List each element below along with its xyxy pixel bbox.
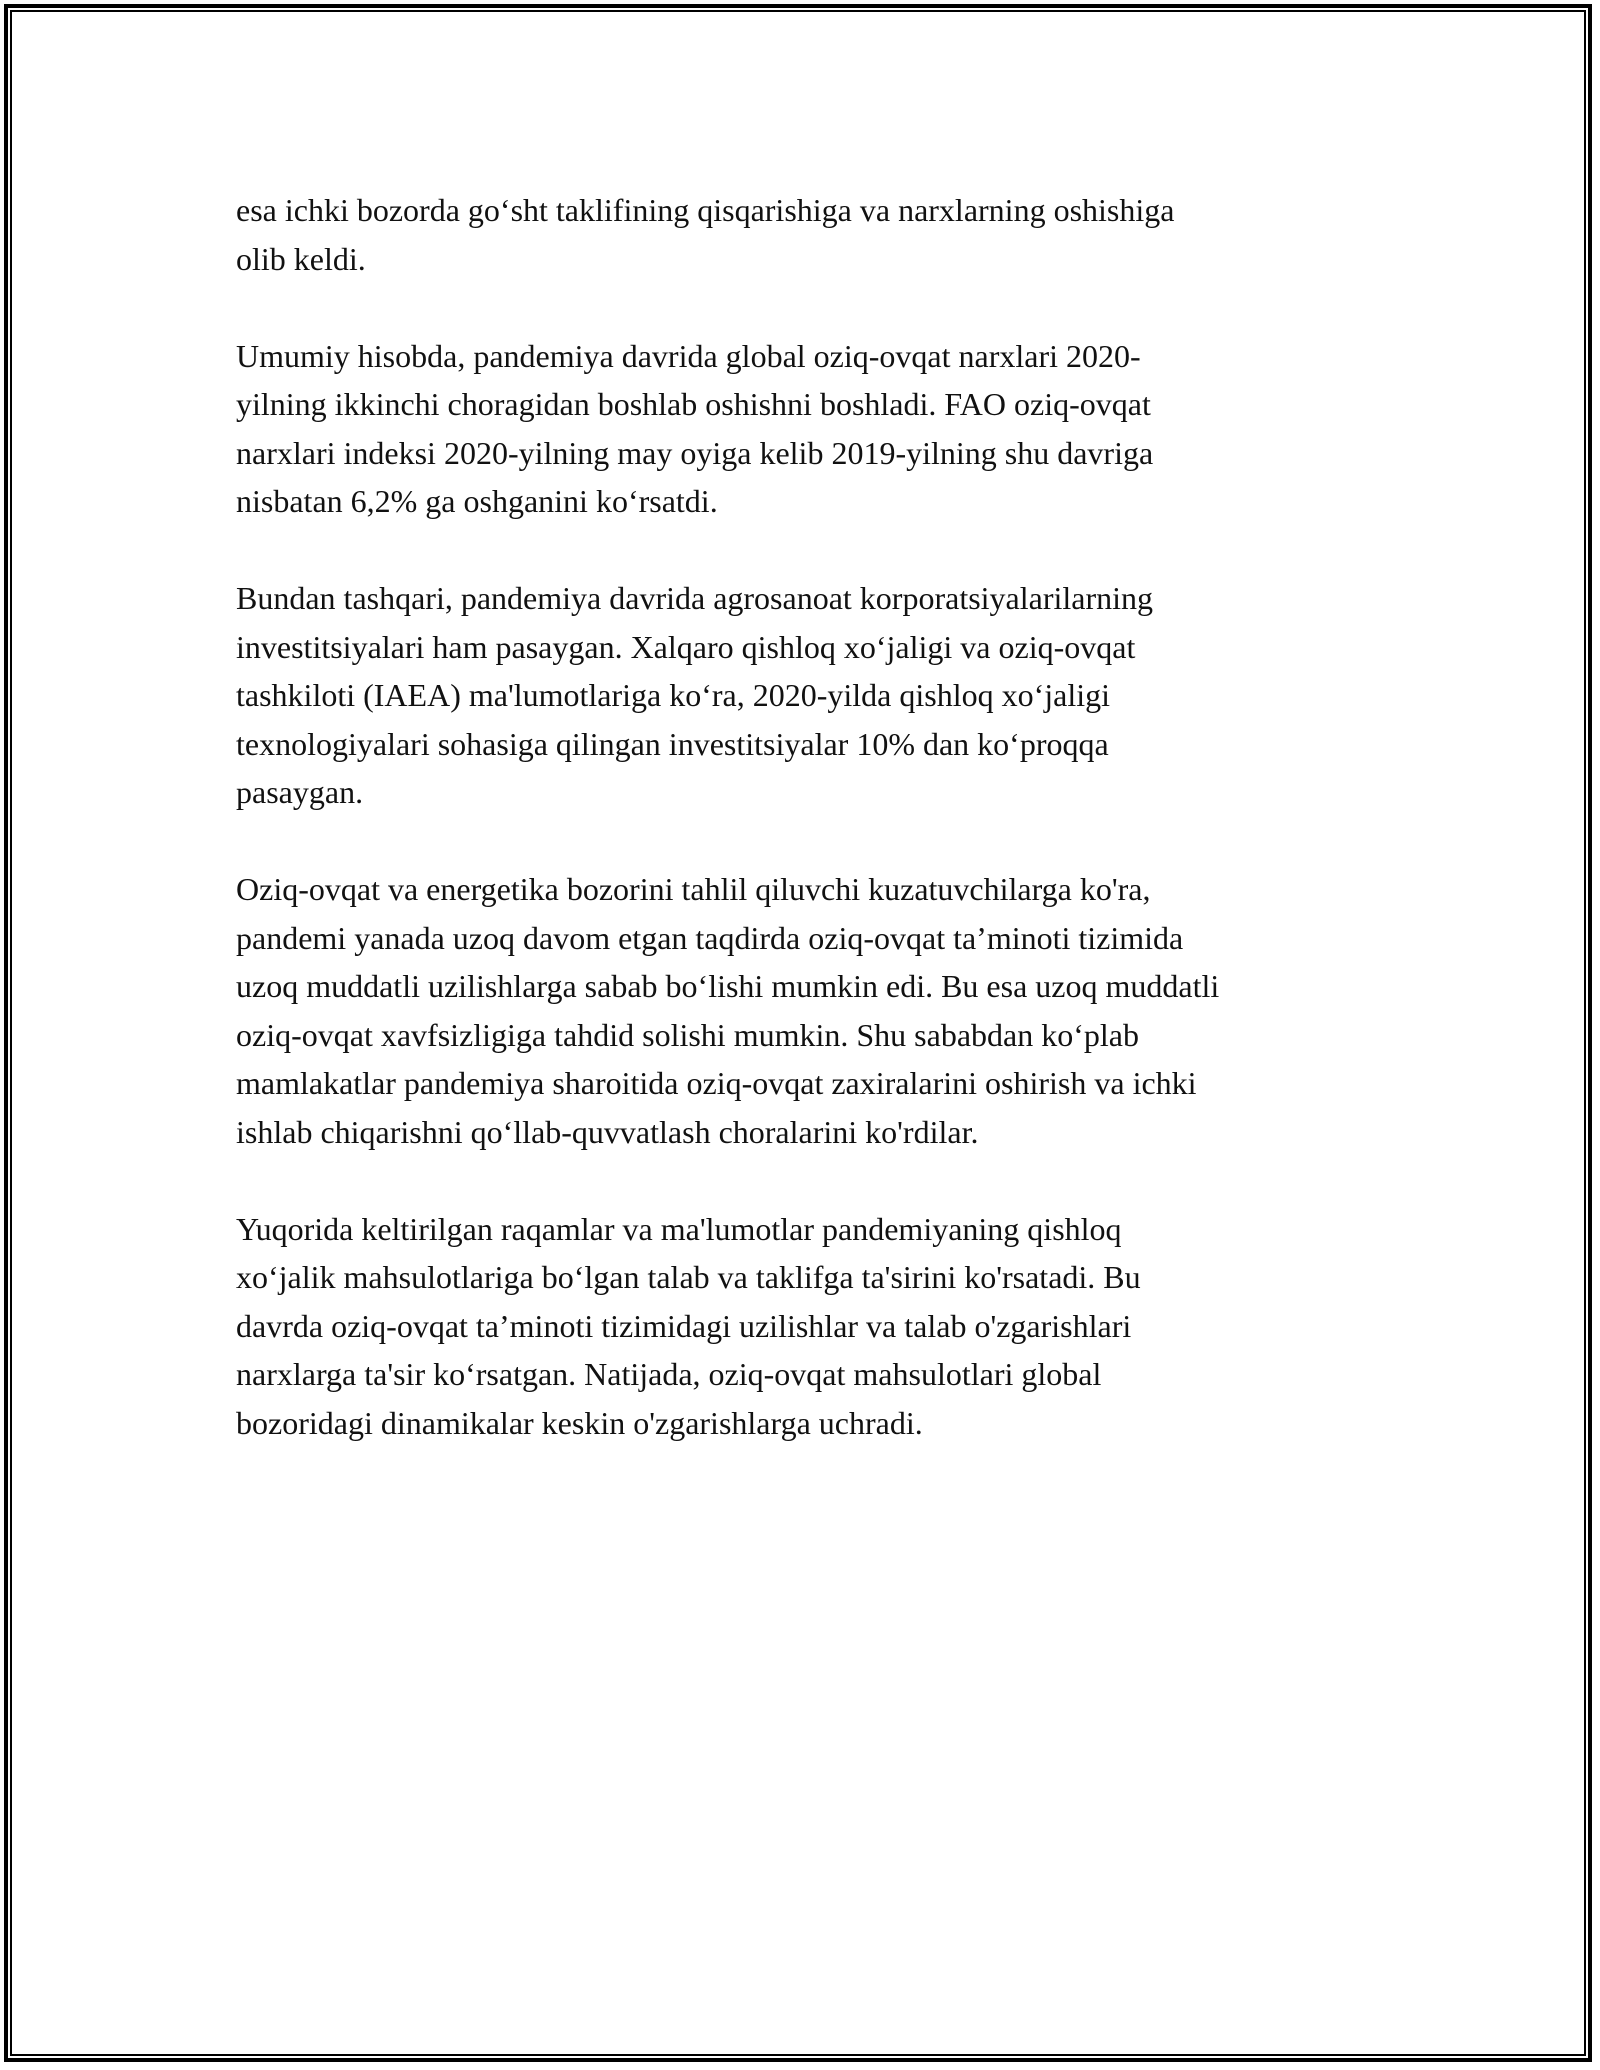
document-body <box>236 186 1376 1496</box>
paragraph-5 <box>236 1205 1376 1448</box>
text-line: tashkiloti (IAEA) ma'lumotlariga ko‘ra, 2020-yilda qishloq xo‘jaligi <box>236 677 1111 713</box>
text-line: yilning ikkinchi choragidan boshlab oshishni boshladi. FAO oziq-ovqat <box>236 386 1151 422</box>
text-line: uzoq muddatli uzilishlarga sabab bo‘lishi mumkin edi. Bu esa uzoq muddatli <box>236 968 1220 1004</box>
text-line: nisbatan 6,2% ga oshganini ko‘rsatdi. <box>236 483 718 519</box>
text-line: xo‘jalik mahsulotlariga bo‘lgan talab va taklifga ta'sirini ko'rsatadi. Bu <box>236 1259 1141 1295</box>
paragraph-3 <box>236 574 1376 817</box>
text-line: investitsiyalari ham pasaygan. Xalqaro qishloq xo‘jaligi va oziq-ovqat <box>236 628 1136 665</box>
text-line: Yuqorida keltirilgan raqamlar va ma'lumotlar pandemiyaning qishloq <box>236 1210 1122 1247</box>
text-line: mamlakatlar pandemiya sharoitida oziq-ovqat zaxiralarini oshirish va ichki <box>236 1065 1197 1101</box>
text-line: bozoridagi dinamikalar keskin o'zgarishlarga uchradi. <box>236 1404 923 1441</box>
text-line: narxlari indeksi 2020-yilning may oyiga kelib 2019-yilning shu davriga <box>236 434 1154 471</box>
text-line: narxlarga ta'sir ko‘rsatgan. Natijada, oziq-ovqat mahsulotlari global <box>236 1356 1102 1392</box>
text-line: Oziq-ovqat va energetika bozorini tahlil qiluvchi kuzatuvchilarga ko'ra, <box>236 871 1151 907</box>
text-line: esa ichki bozorda go‘sht taklifining qisqarishiga va narxlarning oshishiga <box>236 192 1175 228</box>
paragraph-4 <box>236 865 1376 1156</box>
text-line: Umumiy hisobda, pandemiya davrida global oziq-ovqat narxlari 2020- <box>236 337 1141 374</box>
paragraph-2 <box>236 332 1376 526</box>
text-line: Bundan tashqari, pandemiya davrida agrosanoat korporatsiyalarilarning <box>236 580 1154 616</box>
text-line: texnologiyalari sohasiga qilingan investitsiyalar 10% dan ko‘proqqa <box>236 725 1109 762</box>
text-line: pandemi yanada uzoq davom etgan taqdirda oziq-ovqat ta’minoti tizimida <box>236 919 1184 956</box>
text-line: olib keldi. <box>236 240 366 277</box>
text-line: pasaygan. <box>236 774 364 810</box>
text-line: davrda oziq-ovqat ta’minoti tizimidagi uzilishlar va talab o'zgarishlari <box>236 1307 1132 1344</box>
text-line: ishlab chiqarishni qo‘llab-quvvatlash choralarini ko'rdilar. <box>236 1113 979 1150</box>
text-line: oziq-ovqat xavfsizligiga tahdid solishi mumkin. Shu sababdan ko‘plab <box>236 1016 1139 1053</box>
paragraph-1 <box>236 186 1376 283</box>
